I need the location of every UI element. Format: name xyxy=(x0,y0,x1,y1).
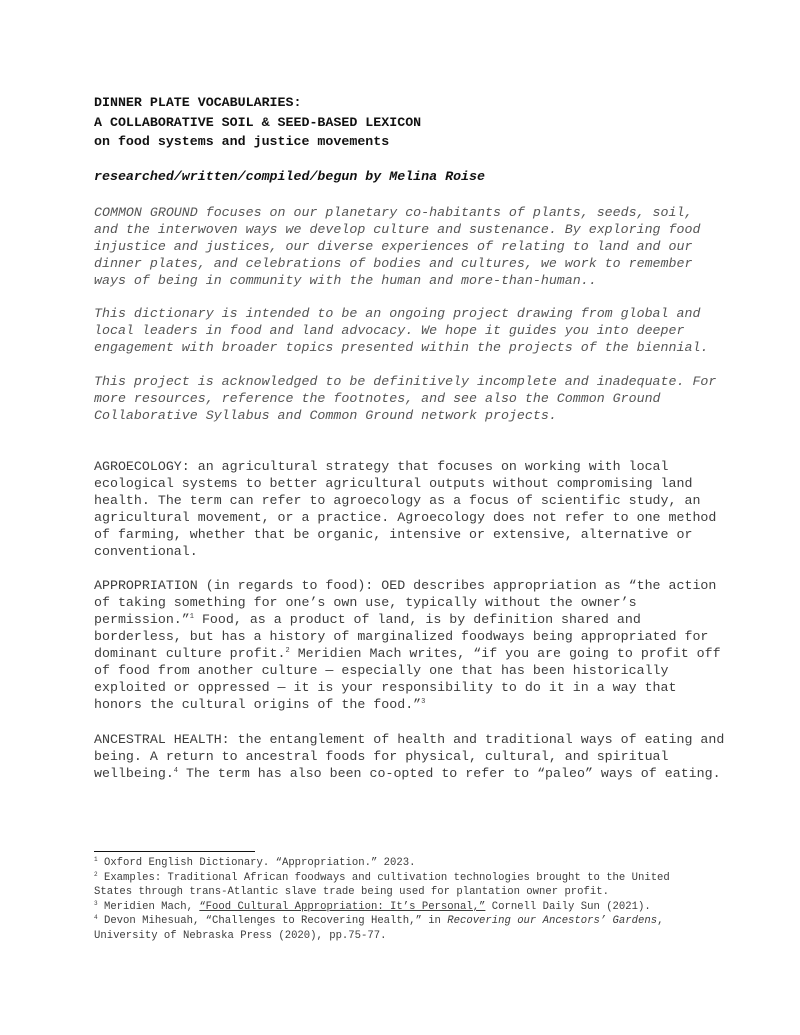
intro-paragraph-3 xyxy=(94,373,734,424)
text-line: This dictionary is intended to be an ongoing project drawing from global and xyxy=(94,306,701,321)
text-line: APPROPRIATION (in regards to food): OED describes appropriation as “the action xyxy=(94,578,717,593)
text-line: dinner plates, and celebrations of bodies and cultures, we work to remember xyxy=(94,256,693,271)
footnote-text: , xyxy=(657,915,664,927)
footnote-2-continued: States through trans-Atlantic slave trade being used for plantation owner profit. xyxy=(94,886,609,898)
text-line: being. A return to ancestral foods for physical, cultural, and spiritual xyxy=(94,749,669,764)
footnote-1 xyxy=(94,856,734,871)
intro-paragraph-2 xyxy=(94,305,734,356)
text-line: engagement with broader topics presented within the projects of the biennial. xyxy=(94,340,709,355)
text-line xyxy=(94,765,734,782)
footnote-text: Meridien Mach, xyxy=(97,900,200,913)
article-link[interactable]: “Food Cultural Appropriation: It’s Personal,” xyxy=(199,900,486,913)
text-line: injustice and justices, our diverse experiences of relating to land and our xyxy=(94,239,693,254)
footnote-text: Oxford English Dictionary. “Appropriation.” 2023. xyxy=(97,857,416,869)
footnotes xyxy=(94,856,734,943)
footnote-number: 1 xyxy=(94,856,98,863)
author-byline: researched/written/compiled/begun by Melina Roise xyxy=(94,169,485,184)
text-line xyxy=(94,611,734,628)
text-line xyxy=(94,696,734,713)
text-line xyxy=(94,645,734,662)
text-line: and the interwoven ways we develop culture and sustenance. By exploring food xyxy=(94,222,701,237)
text-line: borderless, but has a history of marginalized foodways being appropriated for xyxy=(94,629,709,644)
footnote-ref-4[interactable]: 4 xyxy=(173,767,178,775)
entry-ancestral-health xyxy=(94,731,734,782)
footnote-2 xyxy=(94,871,734,886)
text-segment: The term has also been co-opted to refer to “paleo” ways of eating. xyxy=(178,766,721,781)
text-line: health. The term can refer to agroecology as a focus of scientific study, an xyxy=(94,493,701,508)
text-line: ecological systems to better agricultural outputs without compromising land xyxy=(94,476,693,491)
footnote-text: Devon Mihesuah, “Challenges to Recovering Health,” in xyxy=(97,915,448,927)
footnote-number: 2 xyxy=(94,870,98,878)
text-segment: permission.” xyxy=(94,612,190,627)
footnote-number: 4 xyxy=(94,914,98,921)
title-line-3: on food systems and justice movements xyxy=(94,134,390,149)
footnote-ref-1[interactable]: 1 xyxy=(189,613,194,621)
title-line-1: DINNER PLATE VOCABULARIES: xyxy=(94,95,302,110)
footnote-ref-2[interactable]: 2 xyxy=(285,647,290,655)
text-line: Collaborative Syllabus and Common Ground network projects. xyxy=(94,408,557,423)
footnote-divider xyxy=(94,851,255,852)
text-line: This project is acknowledged to be definitively incomplete and inadequate. For xyxy=(94,374,717,389)
footnote-3 xyxy=(94,900,734,915)
text-line: agricultural movement, or a practice. Agroecology does not refer to one method xyxy=(94,510,717,525)
entry-appropriation xyxy=(94,577,734,713)
footnote-4 xyxy=(94,914,734,929)
text-line: ANCESTRAL HEALTH: the entanglement of health and traditional ways of eating and xyxy=(94,732,725,747)
footnote-ref-3[interactable]: 3 xyxy=(421,698,426,706)
text-segment: dominant culture profit. xyxy=(94,646,286,661)
document-title xyxy=(94,93,734,152)
text-line: of taking something for one’s own use, typically without the owner’s xyxy=(94,595,637,610)
footnote-text: Examples: Traditional African foodways and cultivation technologies brought to the United xyxy=(97,871,670,884)
footnote-text: Cornell Daily Sun (2021). xyxy=(485,900,651,913)
footnote-number: 3 xyxy=(94,899,98,907)
title-line-2: A COLLABORATIVE SOIL & SEED-BASED LEXICON xyxy=(94,114,422,130)
text-segment: wellbeing. xyxy=(94,766,174,781)
text-segment: Food, as a product of land, is by definition shared and xyxy=(193,612,641,627)
text-line: more resources, reference the footnotes, and see also the Common Ground xyxy=(94,391,661,406)
text-line: COMMON GROUND focuses on our planetary co-habitants of plants, seeds, soil, xyxy=(94,205,693,220)
text-line: conventional. xyxy=(94,544,198,559)
entry-agroecology xyxy=(94,458,734,560)
text-line: ways of being in community with the human and more-than-human.. xyxy=(94,273,597,288)
text-segment: honors the cultural origins of the food.” xyxy=(94,697,422,712)
text-line: of farming, whether that be organic, intensive or extensive, alternative or xyxy=(94,527,693,542)
text-line: local leaders in food and land advocacy. We hope it guides you into deeper xyxy=(94,323,685,338)
book-title: Recovering our Ancestors’ Gardens xyxy=(447,915,658,927)
footnote-4-continued: University of Nebraska Press (2020), pp.75-77. xyxy=(94,929,387,942)
intro-paragraph-1 xyxy=(94,204,734,289)
text-segment: Meridien Mach writes, “if you are going to profit off xyxy=(289,646,721,661)
text-line: AGROECOLOGY: an agricultural strategy that focuses on working with local xyxy=(94,459,669,474)
text-line: exploited or oppressed — it is your responsibility to do it in a way that xyxy=(94,680,677,695)
text-line: of food from another culture — especially one that has been historically xyxy=(94,663,669,678)
